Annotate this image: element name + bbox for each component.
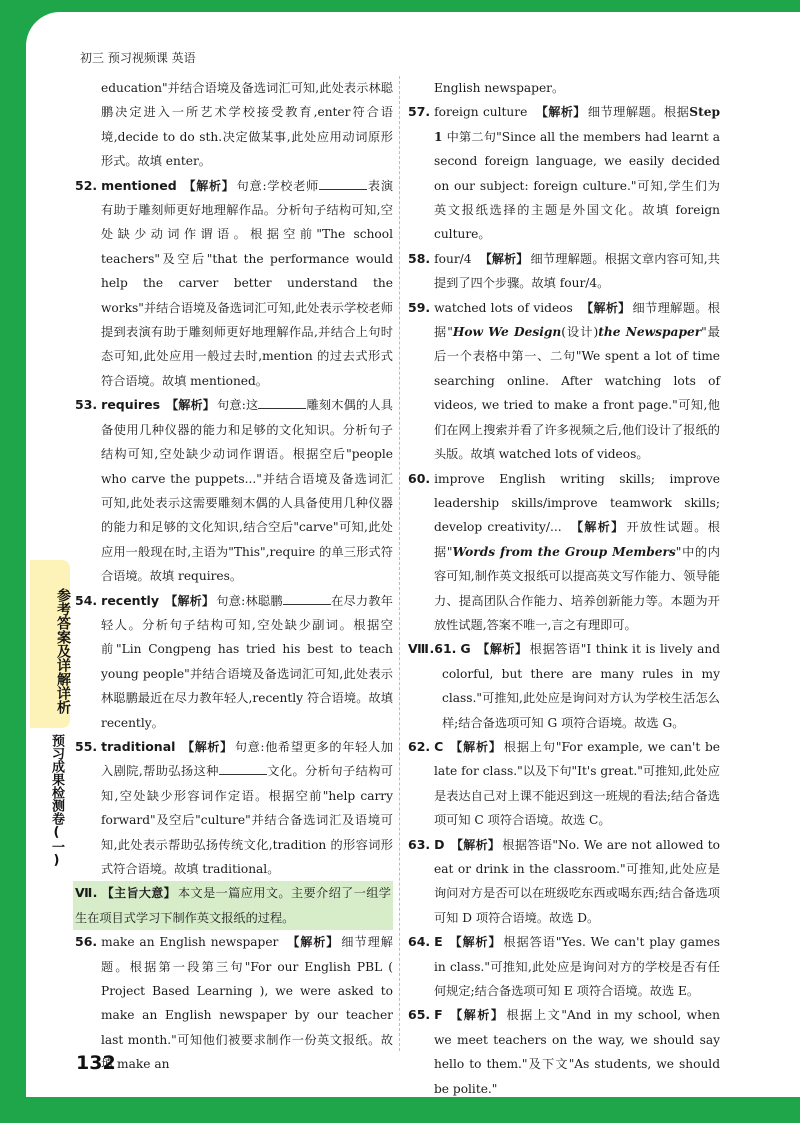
entry-58 <box>408 247 720 296</box>
question-number: 64. <box>408 934 431 950</box>
column-divider <box>399 76 400 1051</box>
analysis-text: 细节理解题。根据文章内容可知,共提到了四个步骤。故填 four/4。 <box>434 251 720 291</box>
analysis-text: 句意:林聪鹏 <box>216 593 283 608</box>
analysis-text: 文化。分析句子结构可知,空处缺少形容词作定语。根据空前"help carry forward"及空后"culture"并结合备选词汇及语境可知,此处表示帮助弘扬传统文化,tradition 的形容词形式符合语境。故填 traditional。 <box>101 764 393 876</box>
answer: G <box>460 641 471 657</box>
analysis-tag: 【解析】 <box>182 178 235 193</box>
analysis-tag: 【解析】 <box>450 837 501 852</box>
entry-56-continued: English newspaper。 <box>434 81 565 95</box>
question-number: 53. <box>75 397 98 413</box>
answer: recently <box>101 592 159 608</box>
entry-53 <box>75 393 393 588</box>
analysis-text: 细节理解题。根据" <box>434 300 720 340</box>
main-idea-tag: 【主旨大意】 <box>101 886 176 901</box>
analysis-text: 根据答语"I think it is lively and colorful, but there are many rules in my class."可推知,此处应是询问对方认为学校生活怎么样;结合备选项可知 G 项符合语境。故选 G。 <box>442 642 721 730</box>
analysis-text: 细节理解题。根据 <box>587 105 690 120</box>
question-number: 62. <box>408 738 431 754</box>
answer: E <box>434 934 443 950</box>
question-number: 57. <box>408 104 431 120</box>
blank-line <box>283 593 331 605</box>
entry-62 <box>408 735 720 833</box>
analysis-text: "最后一个表格中第一、二句"We spent a lot of time searching online. After watching lots of videos, we tried to make a front page."可知,他们在网上搜索并看了许多视频之后,他们设计了报纸的头版。故填 watched lots of videos。 <box>434 325 720 462</box>
page-header: 初三 预习视频课 英语 <box>80 51 196 65</box>
answer: make an English newspaper <box>101 935 279 950</box>
question-number: 63. <box>408 836 431 852</box>
analysis-text: 句意:这 <box>216 398 259 413</box>
answer: C <box>434 738 444 754</box>
analysis-tag: 【解析】 <box>165 593 215 608</box>
analysis-tag: 【解析】 <box>286 935 340 950</box>
entry-63 <box>408 833 720 931</box>
analysis-text: 句意:他希望更多的年轻人加入剧院,帮助弘扬这种 <box>101 739 393 779</box>
analysis-tag: 【解析】 <box>448 935 502 950</box>
side-section-tab: 参考答案及详解详析 <box>30 560 70 728</box>
answer: improve English writing skills; improve leadership skills/improve teamwork skills; develop creativity/... <box>434 471 720 535</box>
left-column <box>75 76 393 1077</box>
page-number: 132 <box>76 1052 116 1074</box>
entry-56 <box>75 930 393 1076</box>
answer: foreign culture <box>434 105 528 120</box>
question-number: Ⅷ.61. <box>408 641 457 657</box>
answer: mentioned <box>101 177 177 193</box>
analysis-text: 根据答语"No. We are not allowed to eat or drink in the classroom."可推知,此处应是询问对方是否可以在班级吃东西或喝东西;结合备选项可知 D 项符合语境。故选 D。 <box>434 837 720 925</box>
analysis-tag: 【解析】 <box>448 1008 505 1023</box>
entry-51-continued: education"并结合语境及备选词汇可知,此处表示林聪鹏决定进入一所艺术学校接受教育,enter符合语境,decide to do sth.决定做某事,此处应用动词原形形式。故填 enter。 <box>101 81 393 169</box>
question-number: 60. <box>408 470 431 486</box>
section-title: Words from the Group Members <box>452 544 676 559</box>
question-number: 55. <box>75 738 98 754</box>
entry-52 <box>75 174 393 394</box>
analysis-tag: 【解析】 <box>535 105 586 120</box>
blank-line <box>219 763 267 775</box>
analysis-tag: 【解析】 <box>181 739 233 754</box>
analysis-tag: 【解析】 <box>166 398 215 413</box>
blank-line <box>258 397 306 409</box>
analysis-text: 开放性试题。根据" <box>434 520 720 559</box>
entry-55 <box>75 735 393 881</box>
question-number: 59. <box>408 299 431 315</box>
analysis-text: "中的内容可知,制作英文报纸可以提高英文写作能力、领导能力、提高团队合作能力、培养创新能力等。本题为开放性试题,答案不唯一,言之有理即可。 <box>434 544 720 632</box>
entry-64 <box>408 930 720 1003</box>
answer: D <box>434 836 445 852</box>
analysis-tag: 【解析】 <box>479 251 529 266</box>
analysis-tag: 【解析】 <box>476 642 528 657</box>
question-number: 56. <box>75 934 98 950</box>
analysis-text: 根据上句"For example, we can't be late for class."以及下句"It's great."可推知,此处应是表达自己对上课不能迟到这一班规的看法;结合备选项可知 C 项符合语境。故选 C。 <box>434 739 720 828</box>
analysis-text: 在尽力教年轻人。分析句子结构可知,空处缺少副词。根据空前"Lin Congpeng has tried his best to teach young people"并结合语境及备选词汇可知,此处表示林聪鹏最近在尽力教年轻人,recently 符合语境。故填 recently。 <box>101 593 393 730</box>
step-reference: Step 1 <box>434 105 720 144</box>
entry-65 <box>408 1003 720 1101</box>
answer: four/4 <box>434 251 472 266</box>
answer: watched lots of videos <box>434 300 573 315</box>
answer: requires <box>101 397 161 413</box>
question-number: 58. <box>408 250 431 266</box>
side-section-subtitle: 预习成果检测卷(一) <box>49 734 64 868</box>
answer: F <box>434 1007 443 1023</box>
analysis-text: 细节理解题。根据第一段第三句"For our English PBL ( Project Based Learning ), we were asked to make an English newspaper by our teacher last month."可知他们被要求制作一份英文报纸。故填 make an <box>101 935 393 1072</box>
analysis-tag: 【解析】 <box>449 739 502 754</box>
question-number: 52. <box>75 177 98 193</box>
section-title: the Newspaper <box>598 325 702 340</box>
analysis-text: 中第二句"Since all the members had learnt a second foreign language, we easily decided on our subject: foreign culture."可知,学生们为英文报纸选择的主题是外国文化。故填 foreign culture。 <box>434 129 720 242</box>
analysis-text: 表演有助于雕刻师更好地理解作品。分析句子结构可知,空处缺少动词作谓语。根据空前"The school teachers"及空后"that the performance would help the carver better understand the works"并结合语境及备选词汇可知,此处表示学校老师提到表演有助于雕刻师更好地理解作品,并结合上句时态可知,此处应用一般过去时,mention 的过去式形式符合语境。故填 mentioned。 <box>101 178 394 388</box>
entry-54 <box>75 589 393 735</box>
blank-line <box>319 178 367 190</box>
entry-61 <box>408 637 720 735</box>
analysis-text: (设计) <box>561 325 599 340</box>
entry-57 <box>408 100 720 246</box>
question-number: 54. <box>75 592 98 608</box>
entry-59 <box>408 296 720 467</box>
section-number: Ⅶ. <box>75 885 98 901</box>
analysis-tag: 【解析】 <box>569 520 625 535</box>
main-idea-text: 本文是一篇应用文。主要介绍了一组学生在项目式学习下制作英文报纸的过程。 <box>75 886 391 925</box>
entry-60 <box>408 467 720 638</box>
analysis-tag: 【解析】 <box>580 300 631 315</box>
analysis-text: 根据答语"Yes. We can't play games in class."可推知,此处应是询问对方的学校是否有任何规定;结合备选项可知 E 项符合语境。故选 E。 <box>434 935 720 999</box>
answer: traditional <box>101 738 176 754</box>
analysis-text: 雕刻木偶的人具备使用几种仪器的能力和足够的文化知识。分析句子结构可知,空处缺少动词作谓语。根据空后"people who carve the puppets..."并结合语境及备选词汇可知,此处表示这需要雕刻木偶的人具备使用几种仪器的能力和足够的文化知识,结合空后"carve"可知,此处应用一般现在时,主语为"This",require 的单三形式符合语境。故填 requires。 <box>101 398 393 584</box>
question-number: 65. <box>408 1007 431 1023</box>
main-idea-block <box>73 881 393 930</box>
right-column <box>408 76 720 1101</box>
analysis-text: 根据上文"And in my school, when we meet teachers on the way, we should say hello to them."及下文"As students, we should be polite." <box>434 1008 720 1096</box>
analysis-text: 句意:学校老师 <box>236 178 320 193</box>
section-title: How We Design <box>452 325 562 340</box>
